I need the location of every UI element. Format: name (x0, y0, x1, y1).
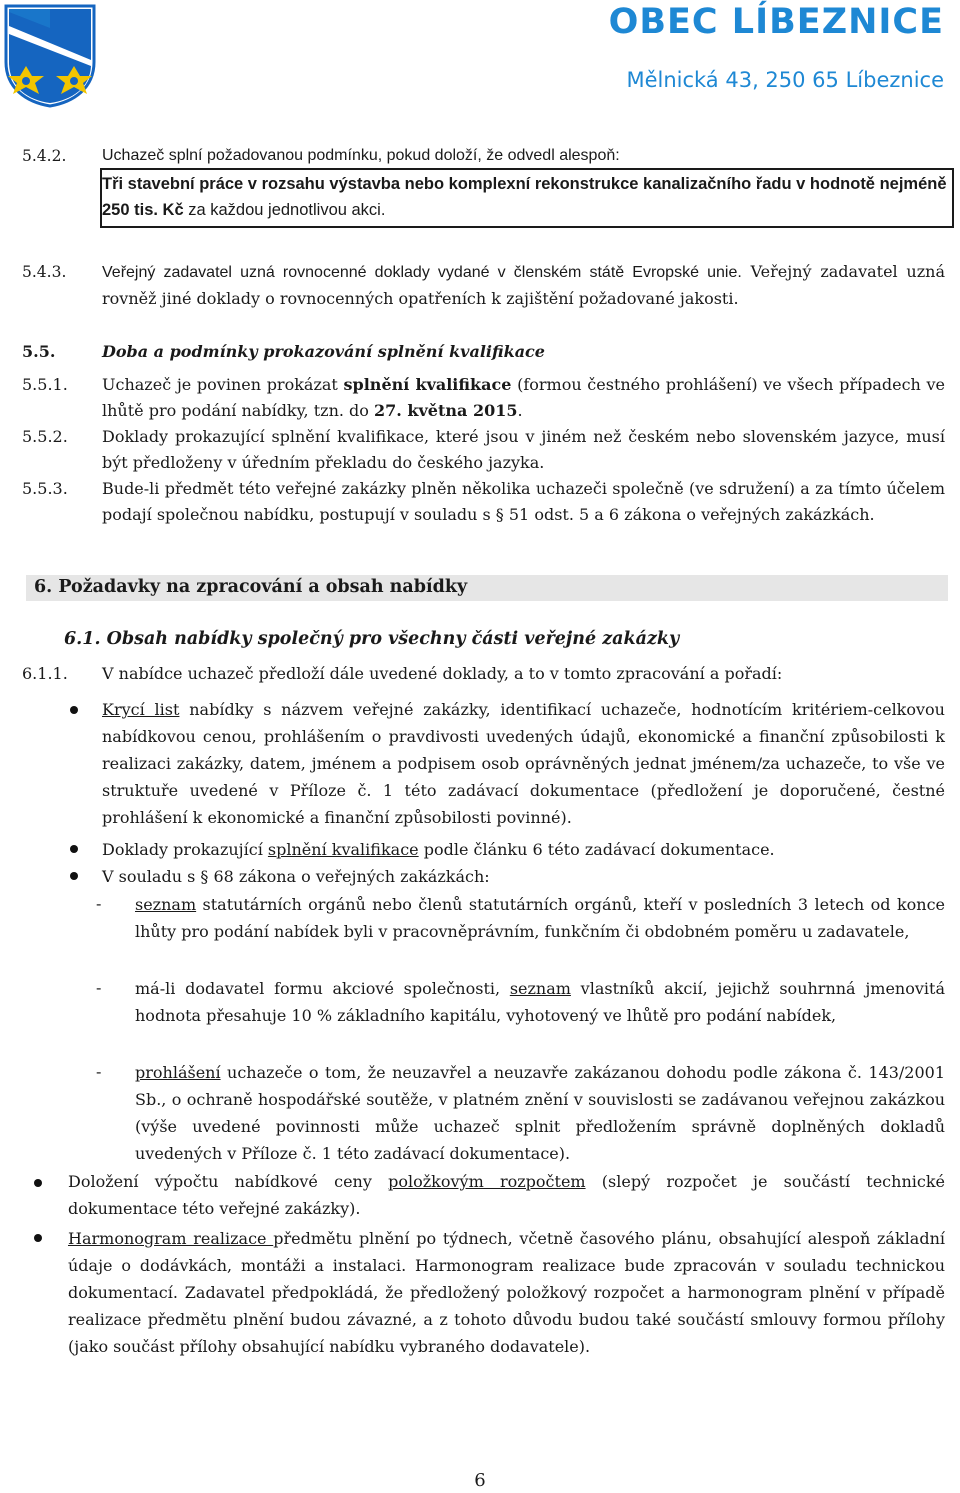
dash-seznam-underlined: seznam (135, 895, 197, 914)
page-number: 6 (474, 1470, 486, 1491)
bullet-kvalifikace-post: podle článku 6 této zadávací dokumentace. (418, 840, 775, 859)
bullet-kvalifikace-underlined: splnění kvalifikace (267, 840, 419, 859)
dash-seznam-text: statutárních orgánů nebo členů statutárních orgánů, kteří v posledních 3 letech od konce lhůty pro podání nabídek byli v pracovněprávním, funkčním či obdobném poměru u zadavatele, (135, 895, 945, 941)
dash-marker: - (96, 1062, 102, 1081)
section-6-1-1-text: V nabídce uchazeč předloží dále uvedené doklady, a to v tomto zpracování a pořadí: (102, 664, 783, 683)
dash-seznam-akcionaru (135, 975, 945, 1029)
bullet-harmonogram (68, 1225, 945, 1360)
bullet-kvalifikace-pre: Doklady prokazující (102, 840, 268, 859)
dash-prohlaseni-text: uchazeče o tom, že neuzavřel a neuzavře zakázanou dohodu podle zákona č. 143/2001 Sb., o ochraně hospodářské soutěže, v platném znění v souvislosti se zadávanou veřejnou zakázkou (výše uvedené povinnosti může uchazeč splnit předložením správně doplněných dokladů uvedených v Příloze č. 1 této zadávací dokumentace). (135, 1063, 945, 1163)
bullet-icon (34, 1179, 42, 1187)
dash-akcionari-post: vlastníků akcií, jejichž souhrnná jmenovitá hodnota přesahuje 10 % základního kapitálu, vyhotovený ve lhůtě pro podání nabídek, (135, 979, 945, 1025)
bullet-icon (70, 872, 78, 880)
dash-prohlaseni (135, 1059, 945, 1167)
bullet-harmonogram-underlined: Harmonogram realizace (68, 1229, 274, 1248)
section-5-5-1-part1: Uchazeč je povinen prokázat (102, 375, 344, 394)
section-number-5-5-1: 5.5.1. (22, 375, 68, 394)
requirement-bold-text: Tři stavební práce v rozsahu výstavba nebo komplexní rekonstrukce kanalizačního řadu v hodnotě nejméně 250 tis. Kč (102, 175, 947, 219)
section-number-5-4-2: 5.4.2. (22, 147, 67, 165)
dash-akcionari-underlined: seznam (509, 979, 571, 998)
dash-marker: - (96, 978, 102, 997)
section-number-6-1-1: 6.1.1. (22, 664, 68, 683)
section-5-5-1-part3: . (517, 401, 523, 420)
municipality-title: OBEC LÍBEZNICE (608, 2, 944, 42)
section-5-5-3-text: Bude-li předmět této veřejné zakázky plněn několika uchazeči společně (ve sdružení) a za tímto účelem podají společnou nabídku, postupují v souladu s § 51 odst. 5 a 6 zákona o veřejných zakázkách. (102, 479, 945, 524)
section-5-5-2-text: Doklady prokazující splnění kvalifikace, které jsou v jiném než českém nebo slovenském jazyce, musí být předloženy v úředním překladu do českého jazyka. (102, 427, 945, 472)
section-number-5-5-3: 5.5.3. (22, 479, 68, 498)
bullet-harmonogram-text: předmětu plnění po týdnech, včetně časového plánu, obsahující alespoň základní údaje o dodávkách, montáži a instalaci. Harmonogram realizace bude zpracován v souladu technickou dokumentací. Zadavatel předpokládá, že předložený položkový rozpočet a harmonogram plnění v případě realizace předmětu plnění budou závazné, a z tohoto důvodu budou také součástí smlouvy formou přílohy (jako součást přílohy obsahující nabídku vybraného dodavatele). (68, 1229, 945, 1356)
requirement-rest-text: za každou jednotlivou akci. (183, 201, 386, 219)
bullet-rozpocet-post: (slepý rozpočet je součástí technické dokumentace této veřejné zakázky). (68, 1172, 945, 1218)
dash-prohlaseni-underlined: prohlášení (135, 1063, 221, 1082)
bullet-icon (70, 845, 78, 853)
section-5-4-3-text (102, 259, 945, 312)
section-5-5-1-text (102, 372, 945, 424)
section-5-4-3-text-a: Veřejný zadavatel uzná rovnocenné doklady vydané v členském státě Evropské unie. (102, 264, 742, 281)
bullet-icon (34, 1234, 42, 1242)
bullet-rozpocet (68, 1168, 945, 1222)
bullet-krycí-list (102, 696, 945, 831)
section-5-5-1-deadline: 27. května 2015 (374, 401, 518, 420)
requirement-box-text (102, 171, 947, 223)
section-6-heading: 6. Požadavky na zpracování a obsah nabídky (34, 577, 468, 597)
bullet-rozpocet-underlined: položkovým rozpočtem (388, 1172, 586, 1191)
dash-akcionari-pre: má-li dodavatel formu akciové společnosti, (135, 979, 510, 998)
bullet-paragraf-68: V souladu s § 68 zákona o veřejných zakázkách: (102, 867, 490, 886)
dash-seznam-statutarnich (135, 891, 945, 945)
section-number-5-5-2: 5.5.2. (22, 427, 68, 446)
section-5-4-3-text-b: Veřejný zadavatel uzná rovněž jiné doklady o rovnocenných opatřeních k zajištění požadované jakosti. (102, 262, 946, 308)
bullet-icon (70, 706, 78, 714)
section-5-4-2-text: Uchazeč splní požadovanou podmínku, pokud doloží, že odvedl alespoň: (102, 147, 620, 164)
section-5-5-1-part2: (formou čestného prohlášení) ve všech případech ve lhůtě pro podání nabídky, tzn. do (102, 375, 946, 420)
section-6-1-heading: 6.1. Obsah nabídky společný pro všechny části veřejné zakázky (64, 629, 680, 649)
municipal-crest-logo (4, 4, 96, 108)
bullet-kvalifikace (102, 836, 945, 863)
section-number-5-4-3: 5.4.3. (22, 263, 67, 281)
bullet-rozpocet-pre: Doložení výpočtu nabídkové ceny (68, 1172, 389, 1191)
bullet-krycí-list-underlined: Krycí list (102, 700, 180, 719)
bullet-krycí-list-text: nabídky s názvem veřejné zakázky, identifikací uchazeče, hodnotícím kritériem-celkovou nabídkovou cenou, prohlášením o pravdivosti uvedených údajů, ekonomické a finanční způsobilosti k realizaci zakázky, datem, jménem a podpisem osob oprávněných jednat jménem/za uchazeče, to vše ve struktuře uvedené v Příloze č. 1 této zadávací dokumentace (předložení je doporučené, čestné prohlášení k ekonomické a finanční způsobilosti povinné). (102, 700, 945, 827)
municipality-address: Mělnická 43, 250 65 Líbeznice (626, 68, 944, 92)
section-5-5-1-bold1: splnění kvalifikace (343, 375, 512, 394)
dash-marker: - (96, 894, 102, 913)
section-5-5-heading: Doba a podmínky prokazování splnění kvalifikace (102, 342, 545, 361)
section-number-5-5: 5.5. (22, 342, 56, 361)
